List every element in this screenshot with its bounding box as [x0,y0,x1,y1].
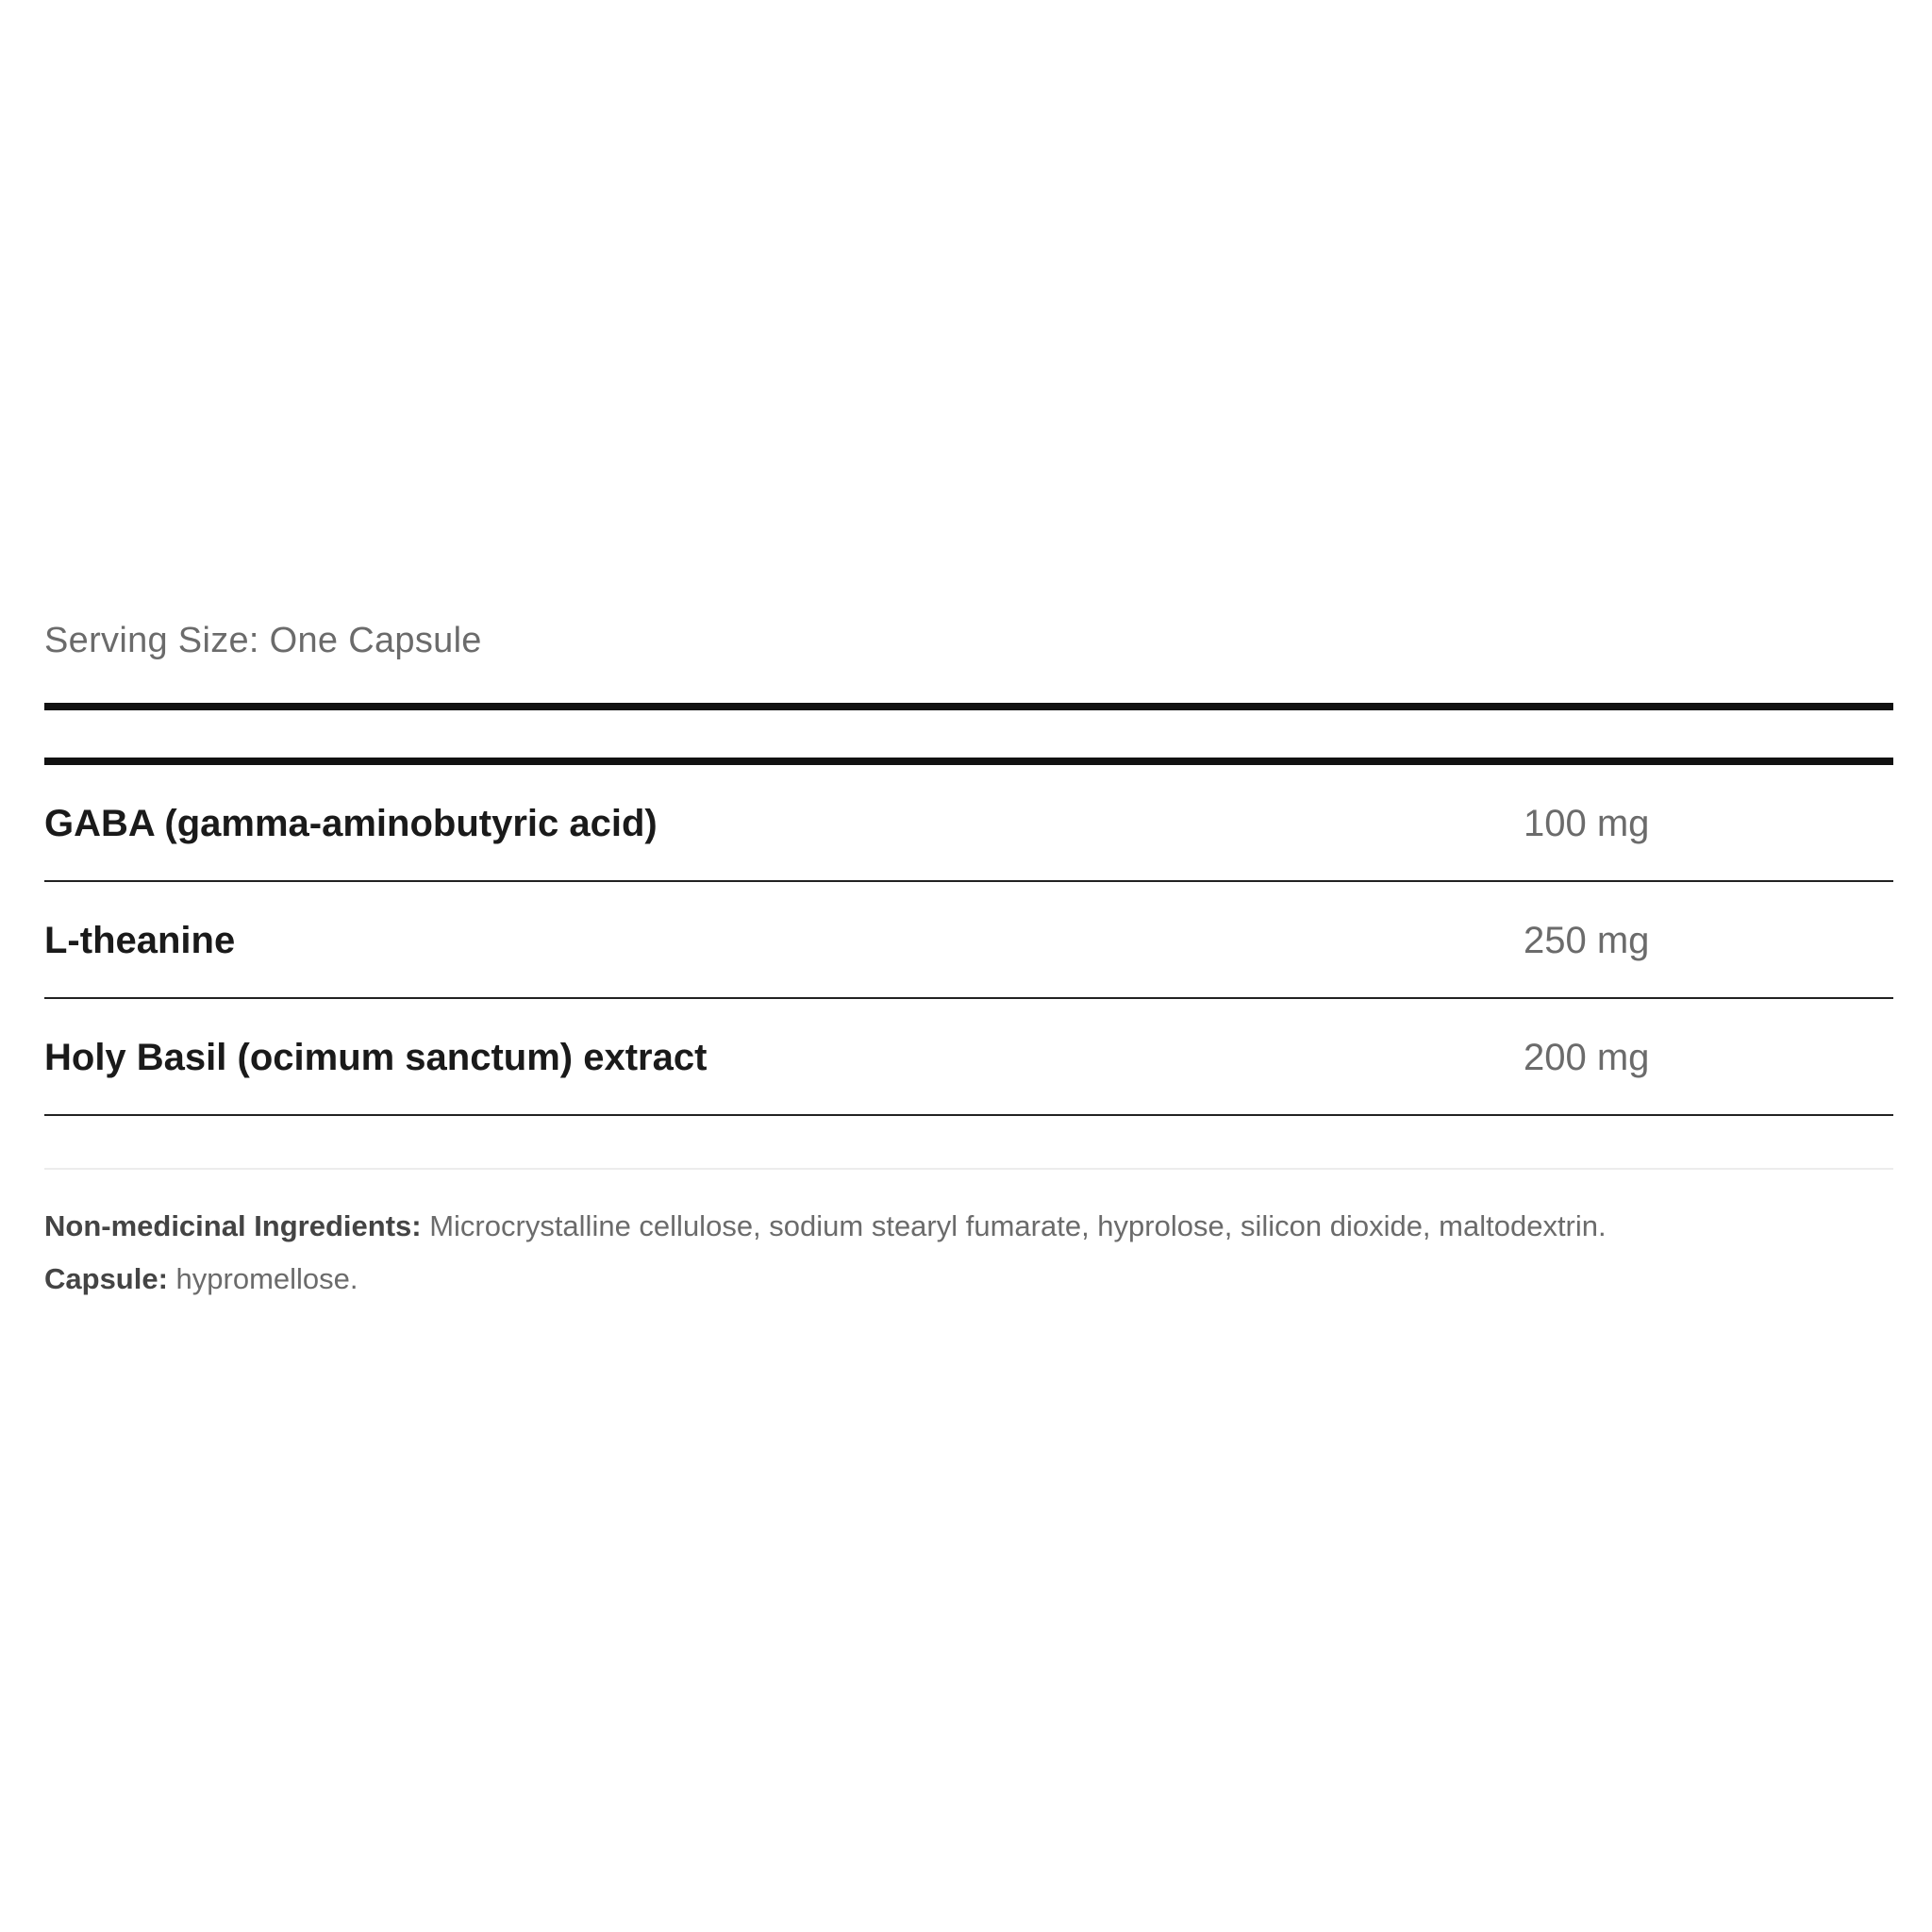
capsule-text: hypromellose. [167,1262,358,1295]
ingredient-amount: 100 mg [1524,803,1650,844]
non-medicinal-text: Microcrystalline cellulose, sodium stearyl fumarate, hyprolose, silicon dioxide, maltodextrin. [421,1209,1607,1242]
ingredient-name: GABA (gamma-aminobutyric acid) [44,803,658,844]
notes-divider [44,1168,1893,1170]
header-divider-bottom [44,758,1893,765]
serving-size: Serving Size: One Capsule [44,621,482,660]
ingredient-notes [44,1200,1893,1306]
ingredient-name: Holy Basil (ocimum sanctum) extract [44,1037,708,1078]
non-medicinal-label: Non-medicinal Ingredients: [44,1209,422,1242]
ingredient-table [44,765,1893,1116]
header-divider-top [44,703,1893,710]
capsule-ingredients [44,1253,1893,1306]
table-row [44,765,1893,882]
table-row [44,882,1893,999]
capsule-label: Capsule: [44,1262,168,1295]
ingredient-name: L-theanine [44,920,236,961]
ingredient-amount: 250 mg [1524,920,1650,961]
ingredient-amount: 200 mg [1524,1037,1650,1078]
non-medicinal-ingredients [44,1200,1893,1253]
table-row [44,999,1893,1116]
supplement-facts-panel [44,621,1893,1295]
